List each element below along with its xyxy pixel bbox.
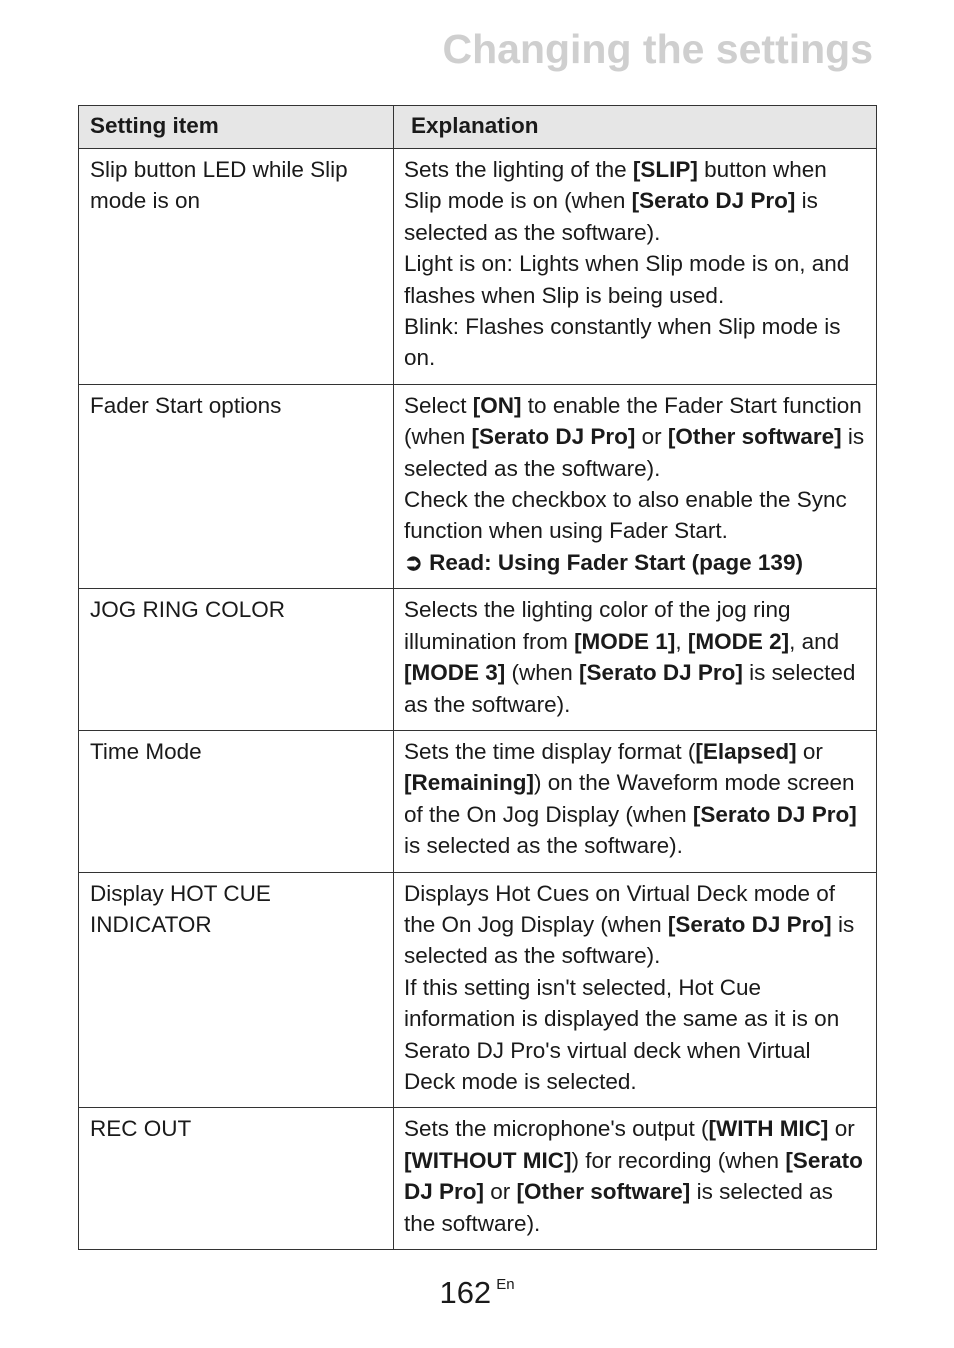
explanation-paragraph <box>404 311 866 374</box>
page-number: 162 <box>439 1275 492 1310</box>
text-segment: or <box>635 424 668 450</box>
text-segment: to enable the Fader Start function (when <box>404 392 862 450</box>
text-segment: button when Slip mode is on (when <box>404 157 827 214</box>
bold-label: [ON] <box>472 392 522 418</box>
text-segment: or <box>484 1179 517 1205</box>
explanation-cell <box>394 1108 877 1250</box>
text-segment: (when <box>505 660 580 686</box>
bold-label: [Elapsed] <box>695 738 797 764</box>
bold-label: [Serato DJ Pro] <box>404 1147 863 1205</box>
explanation-cell <box>394 384 877 588</box>
text-segment: Light is on: Lights when Slip mode is on, and flashes when Slip is being used. <box>404 251 850 308</box>
text-segment: Select <box>404 392 473 418</box>
text-segment: Check the checkbox to also enable the Sync function when using Fader Start. <box>404 487 847 544</box>
text-segment: Selects the lighting color of the jog ring illumination from <box>404 597 791 654</box>
setting-item-cell: REC OUT <box>79 1108 394 1250</box>
text-segment: Sets the lighting of the <box>404 157 633 182</box>
setting-item-cell: JOG RING COLOR <box>79 589 394 731</box>
page-language: En <box>496 1276 515 1293</box>
bold-label: [Serato DJ Pro] <box>692 801 857 827</box>
bold-label: [Serato DJ Pro] <box>631 188 796 214</box>
text-segment: Sets the microphone's output ( <box>404 1116 709 1142</box>
bold-label: [MODE 3] <box>404 660 506 686</box>
header-explanation: Explanation <box>394 106 877 149</box>
explanation-cell <box>394 872 877 1108</box>
page-title: Changing the settings <box>442 26 873 72</box>
table-row <box>79 589 877 731</box>
bold-label: [WITH MIC] <box>708 1116 829 1142</box>
setting-item-cell: Time Mode <box>79 730 394 872</box>
setting-item-cell: Display HOT CUE INDICATOR <box>79 872 394 1108</box>
explanation-cell <box>394 730 877 872</box>
explanation-paragraph <box>404 594 866 720</box>
text-segment: or <box>796 738 823 764</box>
text-segment: is selected as the software). <box>404 424 865 481</box>
bold-label: [SLIP] <box>632 157 698 182</box>
explanation-paragraph <box>404 484 866 547</box>
text-segment: is selected as the software). <box>404 833 683 859</box>
header-setting-item: Setting item <box>79 106 394 149</box>
table-row <box>79 384 877 588</box>
bold-label: [Remaining] <box>404 770 535 796</box>
explanation-cell <box>394 149 877 385</box>
table-row <box>79 730 877 872</box>
table-row <box>79 1108 877 1250</box>
explanation-paragraph <box>404 878 866 972</box>
bold-label: [Serato DJ Pro] <box>471 424 636 450</box>
table-body <box>79 149 877 1250</box>
text-segment: ) on the Waveform mode screen of the On Jog Display (when <box>404 770 855 827</box>
text-segment: is selected as the software). <box>404 911 855 969</box>
text-segment: is selected as the software). <box>404 188 818 245</box>
bold-label: [Serato DJ Pro] <box>667 911 832 937</box>
explanation-paragraph <box>404 736 866 862</box>
text-segment: Displays Hot Cues on Virtual Deck mode of the On Jog Display (when <box>404 880 836 937</box>
text-segment: is selected as the software). <box>404 660 856 717</box>
explanation-cell <box>394 589 877 731</box>
arrow-right-icon: ➲ <box>404 549 423 575</box>
explanation-paragraph <box>404 154 866 248</box>
text-segment: ) for recording (when <box>571 1147 786 1173</box>
bold-label: [MODE 2] <box>687 628 790 654</box>
explanation-paragraph <box>404 972 866 1098</box>
bold-label: [Other software] <box>667 424 842 450</box>
explanation-paragraph <box>404 547 866 578</box>
explanation-paragraph <box>404 248 866 311</box>
page-footer <box>0 1275 954 1311</box>
table-header-row <box>79 106 877 149</box>
setting-item-cell: Slip button LED while Slip mode is on <box>79 149 394 385</box>
text-segment: or <box>828 1116 855 1142</box>
table-row <box>79 872 877 1108</box>
explanation-paragraph <box>404 1113 866 1239</box>
bold-label: Read: Using Fader Start (page 139) <box>422 549 803 575</box>
text-segment: , <box>675 628 688 654</box>
setting-item-cell: Fader Start options <box>79 384 394 588</box>
settings-table <box>78 105 877 1250</box>
table-row <box>79 149 877 385</box>
bold-label: [Other software] <box>516 1179 691 1205</box>
bold-label: [MODE 1] <box>574 628 676 654</box>
text-segment: Sets the time display format ( <box>404 738 696 764</box>
bold-label: [Serato DJ Pro] <box>579 660 743 686</box>
text-segment: Blink: Flashes constantly when Slip mode is on. <box>404 314 841 371</box>
explanation-paragraph <box>404 390 866 484</box>
bold-label: [WITHOUT MIC] <box>404 1147 572 1173</box>
text-segment: is selected as the software). <box>404 1179 833 1236</box>
text-segment: , and <box>789 628 840 654</box>
text-segment: If this setting isn't selected, Hot Cue information is displayed the same as it is on Serato DJ Pro's virtual deck when Virtual Deck mode is selected. <box>404 974 840 1094</box>
